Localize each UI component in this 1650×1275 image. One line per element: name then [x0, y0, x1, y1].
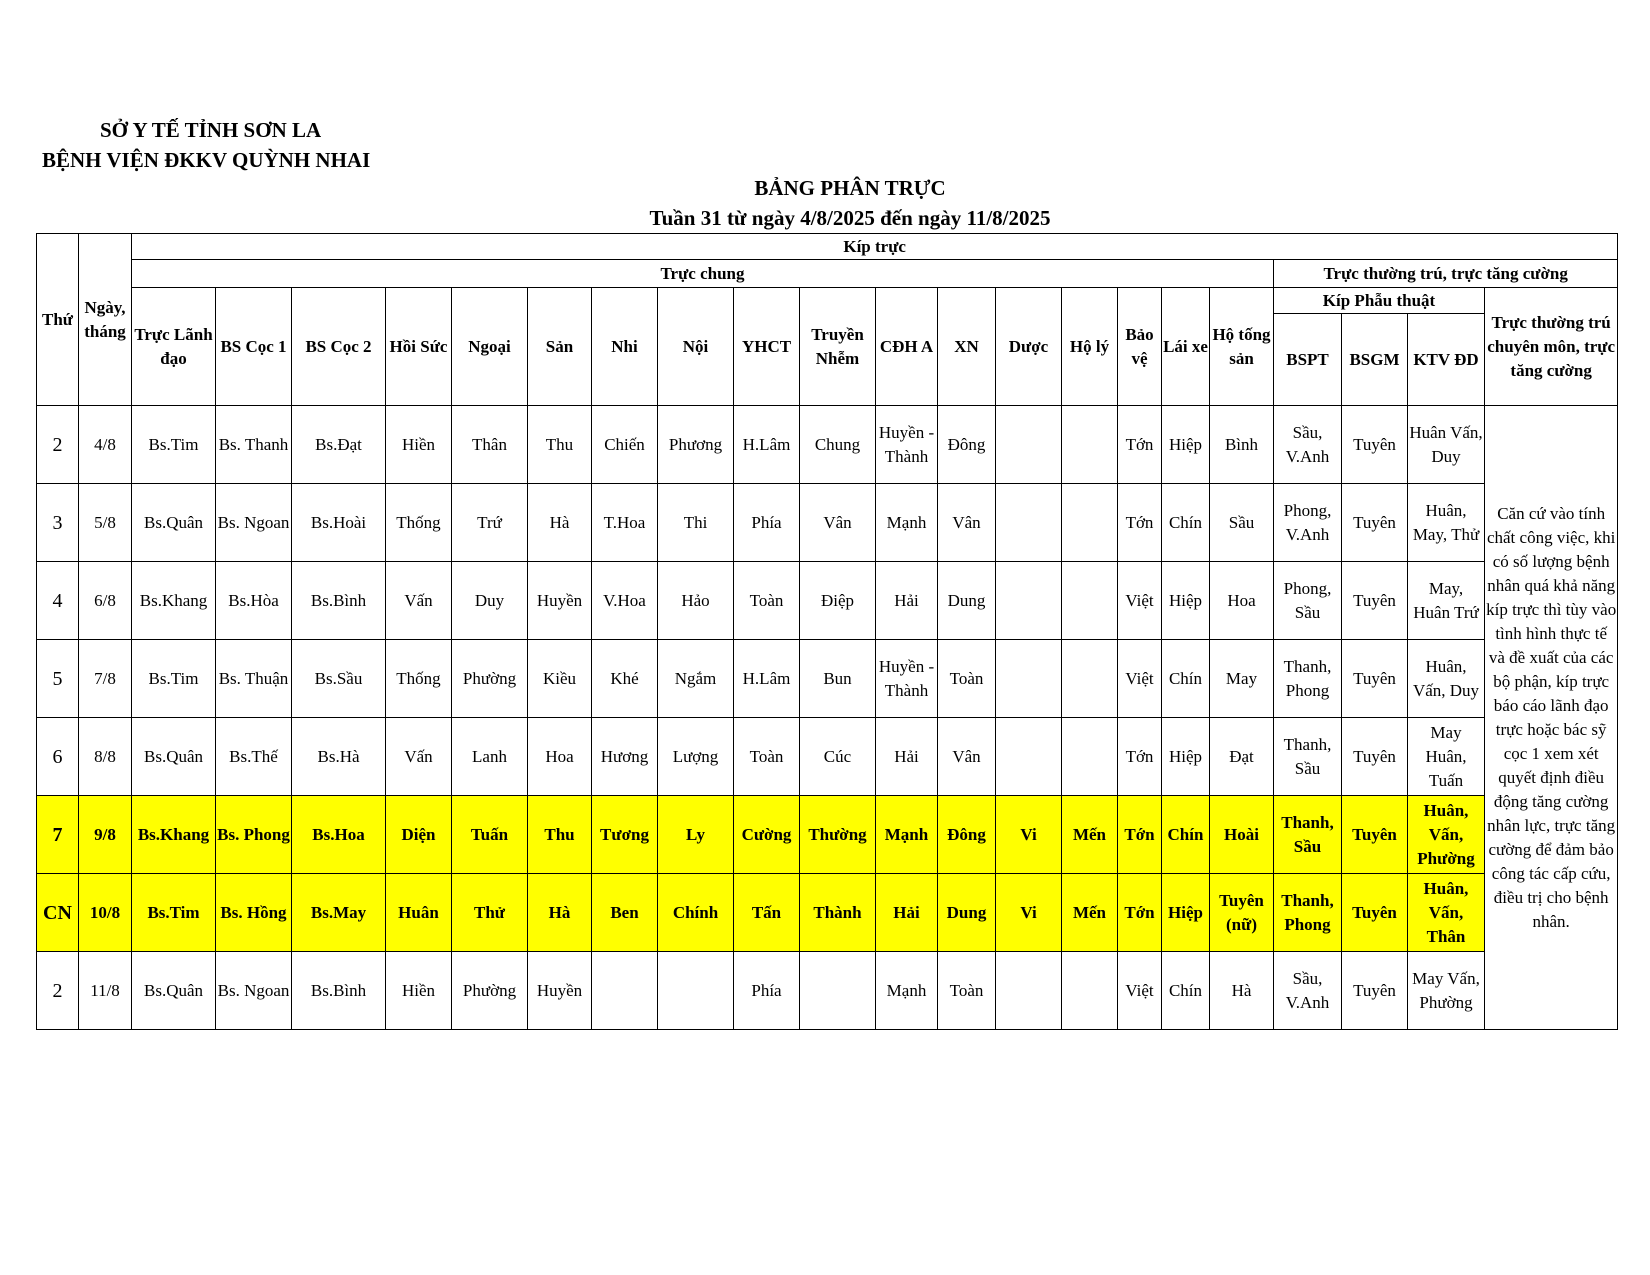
header-truyen-nhiem: Truyền Nhễm — [800, 288, 876, 406]
cell-san: Thu — [528, 406, 592, 484]
header-cdha: CĐH A — [876, 288, 938, 406]
cell-yhct: H.Lâm — [734, 406, 800, 484]
cell-thu: 7 — [37, 796, 79, 874]
cell-noi: Phương — [658, 406, 734, 484]
cell-ktv-dd: Huân, May, Thử — [1408, 484, 1485, 562]
cell-truyen-nhiem: Vân — [800, 484, 876, 562]
cell-san: Kiều — [528, 640, 592, 718]
cell-bsgm: Tuyên — [1342, 406, 1408, 484]
cell-ngay: 11/8 — [79, 952, 132, 1030]
cell-bsgm: Tuyên — [1342, 874, 1408, 952]
cell-ktv-dd: Huân, Vấn, Phường — [1408, 796, 1485, 874]
cell-lai-xe: Chín — [1162, 796, 1210, 874]
cell-noi: Ly — [658, 796, 734, 874]
header-duoc: Dược — [996, 288, 1062, 406]
cell-truyen-nhiem: Bun — [800, 640, 876, 718]
org-line-department: SỞ Y TẾ TỈNH SƠN LA — [100, 118, 322, 142]
table-row-saturday — [37, 796, 1618, 874]
cell-xn: Đông — [938, 406, 996, 484]
cell-nhi: Tương — [592, 796, 658, 874]
cell-hoi-suc: Vấn — [386, 562, 452, 640]
cell-xn: Toàn — [938, 640, 996, 718]
cell-noi: Lượng — [658, 718, 734, 796]
cell-bspt: Thanh, Phong — [1274, 874, 1342, 952]
cell-noi: Chính — [658, 874, 734, 952]
cell-lai-xe: Chín — [1162, 640, 1210, 718]
cell-xn: Dung — [938, 874, 996, 952]
cell-lanh-dao: Bs.Quân — [132, 952, 216, 1030]
cell-xn: Toàn — [938, 952, 996, 1030]
cell-yhct: Phía — [734, 484, 800, 562]
cell-truyen-nhiem: Thành — [800, 874, 876, 952]
cell-bsgm: Tuyên — [1342, 484, 1408, 562]
cell-ktv-dd: Huân, Vấn, Thân — [1408, 874, 1485, 952]
header-ho-tong-san: Hộ tống sản — [1210, 288, 1274, 406]
cell-ngay: 6/8 — [79, 562, 132, 640]
header-ktv-dd: KTV ĐD — [1408, 314, 1485, 406]
cell-ngoai: Tuấn — [452, 796, 528, 874]
cell-cdha: Huyền - Thành — [876, 406, 938, 484]
cell-ho-tong-san: Hoa — [1210, 562, 1274, 640]
cell-ktv-dd: May Huân, Tuấn — [1408, 718, 1485, 796]
cell-ho-ly — [1062, 562, 1118, 640]
header-ho-ly: Hộ lý — [1062, 288, 1118, 406]
cell-ho-ly — [1062, 718, 1118, 796]
cell-bao-ve: Việt — [1118, 562, 1162, 640]
cell-bs-coc2: Bs.May — [292, 874, 386, 952]
cell-bs-coc2: Bs.Sầu — [292, 640, 386, 718]
cell-bsgm: Tuyên — [1342, 796, 1408, 874]
cell-ngoai: Lanh — [452, 718, 528, 796]
cell-cdha: Mạnh — [876, 484, 938, 562]
header-bs-coc2: BS Cọc 2 — [292, 288, 386, 406]
table-row — [37, 952, 1618, 1030]
page-subtitle: Tuần 31 từ ngày 4/8/2025 đến ngày 11/8/2025 — [649, 206, 1051, 230]
cell-nhi: Ben — [592, 874, 658, 952]
cell-lai-xe: Hiệp — [1162, 406, 1210, 484]
duty-roster-table — [36, 233, 1618, 1030]
cell-nhi: Chiến — [592, 406, 658, 484]
cell-ngay: 4/8 — [79, 406, 132, 484]
cell-yhct: Phía — [734, 952, 800, 1030]
cell-bs-coc1: Bs. Thanh — [216, 406, 292, 484]
cell-cdha: Hải — [876, 874, 938, 952]
header-bspt: BSPT — [1274, 314, 1342, 406]
cell-bao-ve: Tớn — [1118, 484, 1162, 562]
cell-lanh-dao: Bs.Quân — [132, 718, 216, 796]
header-thu: Thứ — [37, 234, 79, 406]
cell-bs-coc2: Bs.Đạt — [292, 406, 386, 484]
cell-cdha: Huyền - Thành — [876, 640, 938, 718]
cell-ho-ly: Mến — [1062, 796, 1118, 874]
cell-lai-xe: Chín — [1162, 952, 1210, 1030]
cell-bspt: Sầu, V.Anh — [1274, 952, 1342, 1030]
page-title: BẢNG PHÂN TRỰC — [754, 176, 946, 200]
header-lanh-dao: Trực Lãnh đạo — [132, 288, 216, 406]
cell-ktv-dd: May, Huân Trứ — [1408, 562, 1485, 640]
cell-noi: Hảo — [658, 562, 734, 640]
cell-bao-ve: Tớn — [1118, 874, 1162, 952]
cell-truyen-nhiem — [800, 952, 876, 1030]
table-row — [37, 562, 1618, 640]
header-nhi: Nhi — [592, 288, 658, 406]
cell-bao-ve: Tớn — [1118, 718, 1162, 796]
header-truc-thuong-tru: Trực thường trú, trực tăng cường — [1274, 260, 1618, 288]
cell-ngay: 8/8 — [79, 718, 132, 796]
cell-nhi: Khé — [592, 640, 658, 718]
cell-duoc: Vi — [996, 874, 1062, 952]
cell-bsgm: Tuyên — [1342, 562, 1408, 640]
header-kip-truc: Kíp trực — [132, 234, 1618, 260]
header-xn: XN — [938, 288, 996, 406]
cell-xn: Vân — [938, 484, 996, 562]
header-noi: Nội — [658, 288, 734, 406]
cell-bspt: Sầu, V.Anh — [1274, 406, 1342, 484]
cell-ngay: 9/8 — [79, 796, 132, 874]
table-row-sunday — [37, 874, 1618, 952]
cell-ktv-dd: Huân, Vấn, Duy — [1408, 640, 1485, 718]
cell-bs-coc1: Bs. Ngoan — [216, 484, 292, 562]
cell-bspt: Thanh, Sầu — [1274, 718, 1342, 796]
cell-san: Hà — [528, 484, 592, 562]
table-row — [37, 640, 1618, 718]
cell-yhct: Toàn — [734, 562, 800, 640]
cell-bsgm: Tuyên — [1342, 718, 1408, 796]
header-kip-phau-thuat: Kíp Phẫu thuật — [1274, 288, 1485, 314]
cell-duoc — [996, 718, 1062, 796]
cell-ngay: 7/8 — [79, 640, 132, 718]
cell-cdha: Mạnh — [876, 796, 938, 874]
header-truc-chung: Trực chung — [132, 260, 1274, 288]
cell-nhi — [592, 952, 658, 1030]
cell-hoi-suc: Diện — [386, 796, 452, 874]
cell-bspt: Phong, Sầu — [1274, 562, 1342, 640]
cell-nhi: V.Hoa — [592, 562, 658, 640]
header-lai-xe: Lái xe — [1162, 288, 1210, 406]
cell-san: Huyền — [528, 562, 592, 640]
cell-noi: Ngắm — [658, 640, 734, 718]
cell-ngoai: Phường — [452, 640, 528, 718]
header-hoi-suc: Hồi Sức — [386, 288, 452, 406]
cell-ho-tong-san: Hà — [1210, 952, 1274, 1030]
cell-cdha: Mạnh — [876, 952, 938, 1030]
cell-lanh-dao: Bs.Khang — [132, 562, 216, 640]
header-bsgm: BSGM — [1342, 314, 1408, 406]
cell-noi: Thi — [658, 484, 734, 562]
cell-truyen-nhiem: Chung — [800, 406, 876, 484]
cell-san: Huyền — [528, 952, 592, 1030]
cell-thu: 3 — [37, 484, 79, 562]
cell-ktv-dd: May Vấn, Phường — [1408, 952, 1485, 1030]
header-ngoai: Ngoại — [452, 288, 528, 406]
cell-bs-coc2: Bs.Hoa — [292, 796, 386, 874]
header-ngay: Ngày, tháng — [79, 234, 132, 406]
cell-thu: 2 — [37, 952, 79, 1030]
cell-bao-ve: Việt — [1118, 952, 1162, 1030]
cell-hoi-suc: Thống — [386, 484, 452, 562]
note-cell: Căn cứ vào tính chất công việc, khi có số lượng bệnh nhân quá khả năng kíp trực thì tùy vào tình hình thực tế và đề xuất của các bộ phận, kíp trực báo cáo lãnh đạo trực hoặc bác sỹ cọc 1 xem xét quyết định điều động tăng cường nhân lực, trực tăng cường để đảm bảo công tác cấp cứu, điều trị cho bệnh nhân. — [1485, 406, 1618, 1030]
cell-lanh-dao: Bs.Quân — [132, 484, 216, 562]
cell-ho-ly — [1062, 952, 1118, 1030]
cell-duoc — [996, 484, 1062, 562]
cell-ho-tong-san: Đạt — [1210, 718, 1274, 796]
cell-san: Hoa — [528, 718, 592, 796]
cell-san: Hà — [528, 874, 592, 952]
header-bs-coc1: BS Cọc 1 — [216, 288, 292, 406]
org-line-hospital: BỆNH VIỆN ĐKKV QUỲNH NHAI — [42, 148, 371, 172]
table-row — [37, 484, 1618, 562]
cell-hoi-suc: Huân — [386, 874, 452, 952]
header-yhct: YHCT — [734, 288, 800, 406]
cell-ho-tong-san: Tuyên (nữ) — [1210, 874, 1274, 952]
cell-thu: 5 — [37, 640, 79, 718]
cell-ngay: 10/8 — [79, 874, 132, 952]
table-row — [37, 718, 1618, 796]
cell-ngoai: Thử — [452, 874, 528, 952]
cell-ktv-dd: Huân Vấn, Duy — [1408, 406, 1485, 484]
cell-duoc — [996, 640, 1062, 718]
cell-lai-xe: Hiệp — [1162, 718, 1210, 796]
cell-duoc — [996, 562, 1062, 640]
cell-ho-ly — [1062, 406, 1118, 484]
cell-bspt: Phong, V.Anh — [1274, 484, 1342, 562]
cell-bao-ve: Tớn — [1118, 406, 1162, 484]
cell-lai-xe: Chín — [1162, 484, 1210, 562]
cell-nhi: Hương — [592, 718, 658, 796]
cell-lanh-dao: Bs.Khang — [132, 796, 216, 874]
cell-duoc — [996, 406, 1062, 484]
cell-thu: 6 — [37, 718, 79, 796]
header-chuyen-mon: Trực thường trú chuyên môn, trực tăng cường — [1485, 288, 1618, 406]
cell-truyen-nhiem: Cúc — [800, 718, 876, 796]
cell-noi — [658, 952, 734, 1030]
cell-ngoai: Thân — [452, 406, 528, 484]
cell-ho-ly — [1062, 640, 1118, 718]
cell-san: Thu — [528, 796, 592, 874]
cell-lanh-dao: Bs.Tim — [132, 874, 216, 952]
cell-ho-ly: Mến — [1062, 874, 1118, 952]
cell-cdha: Hải — [876, 562, 938, 640]
cell-bs-coc1: Bs. Phong — [216, 796, 292, 874]
cell-ho-tong-san: May — [1210, 640, 1274, 718]
cell-lanh-dao: Bs.Tim — [132, 406, 216, 484]
cell-yhct: Cường — [734, 796, 800, 874]
cell-ngay: 5/8 — [79, 484, 132, 562]
cell-lanh-dao: Bs.Tim — [132, 640, 216, 718]
cell-ho-tong-san: Bình — [1210, 406, 1274, 484]
cell-xn: Đông — [938, 796, 996, 874]
cell-ngoai: Duy — [452, 562, 528, 640]
cell-bao-ve: Tớn — [1118, 796, 1162, 874]
cell-duoc: Vi — [996, 796, 1062, 874]
header-san: Sản — [528, 288, 592, 406]
cell-ho-tong-san: Hoài — [1210, 796, 1274, 874]
cell-truyen-nhiem: Thường — [800, 796, 876, 874]
cell-bs-coc2: Bs.Bình — [292, 562, 386, 640]
cell-yhct: H.Lâm — [734, 640, 800, 718]
cell-hoi-suc: Vấn — [386, 718, 452, 796]
cell-bao-ve: Việt — [1118, 640, 1162, 718]
cell-thu: CN — [37, 874, 79, 952]
cell-lai-xe: Hiệp — [1162, 874, 1210, 952]
table-row — [37, 406, 1618, 484]
cell-ho-ly — [1062, 484, 1118, 562]
cell-nhi: T.Hoa — [592, 484, 658, 562]
cell-thu: 4 — [37, 562, 79, 640]
cell-thu: 2 — [37, 406, 79, 484]
cell-bs-coc2: Bs.Hoài — [292, 484, 386, 562]
cell-cdha: Hải — [876, 718, 938, 796]
cell-ngoai: Trứ — [452, 484, 528, 562]
cell-lai-xe: Hiệp — [1162, 562, 1210, 640]
cell-truyen-nhiem: Điệp — [800, 562, 876, 640]
cell-duoc — [996, 952, 1062, 1030]
cell-bs-coc2: Bs.Hà — [292, 718, 386, 796]
cell-bs-coc1: Bs. Hồng — [216, 874, 292, 952]
cell-bspt: Thanh, Phong — [1274, 640, 1342, 718]
cell-bs-coc1: Bs.Thế — [216, 718, 292, 796]
cell-bsgm: Tuyên — [1342, 952, 1408, 1030]
cell-bspt: Thanh, Sầu — [1274, 796, 1342, 874]
cell-hoi-suc: Hiền — [386, 952, 452, 1030]
cell-xn: Vân — [938, 718, 996, 796]
cell-ho-tong-san: Sầu — [1210, 484, 1274, 562]
cell-bs-coc1: Bs. Ngoan — [216, 952, 292, 1030]
cell-yhct: Toàn — [734, 718, 800, 796]
cell-hoi-suc: Hiền — [386, 406, 452, 484]
cell-yhct: Tấn — [734, 874, 800, 952]
header-bao-ve: Bảo vệ — [1118, 288, 1162, 406]
cell-hoi-suc: Thống — [386, 640, 452, 718]
cell-xn: Dung — [938, 562, 996, 640]
cell-ngoai: Phường — [452, 952, 528, 1030]
cell-bs-coc2: Bs.Bình — [292, 952, 386, 1030]
cell-bs-coc1: Bs.Hòa — [216, 562, 292, 640]
cell-bsgm: Tuyên — [1342, 640, 1408, 718]
cell-bs-coc1: Bs. Thuận — [216, 640, 292, 718]
